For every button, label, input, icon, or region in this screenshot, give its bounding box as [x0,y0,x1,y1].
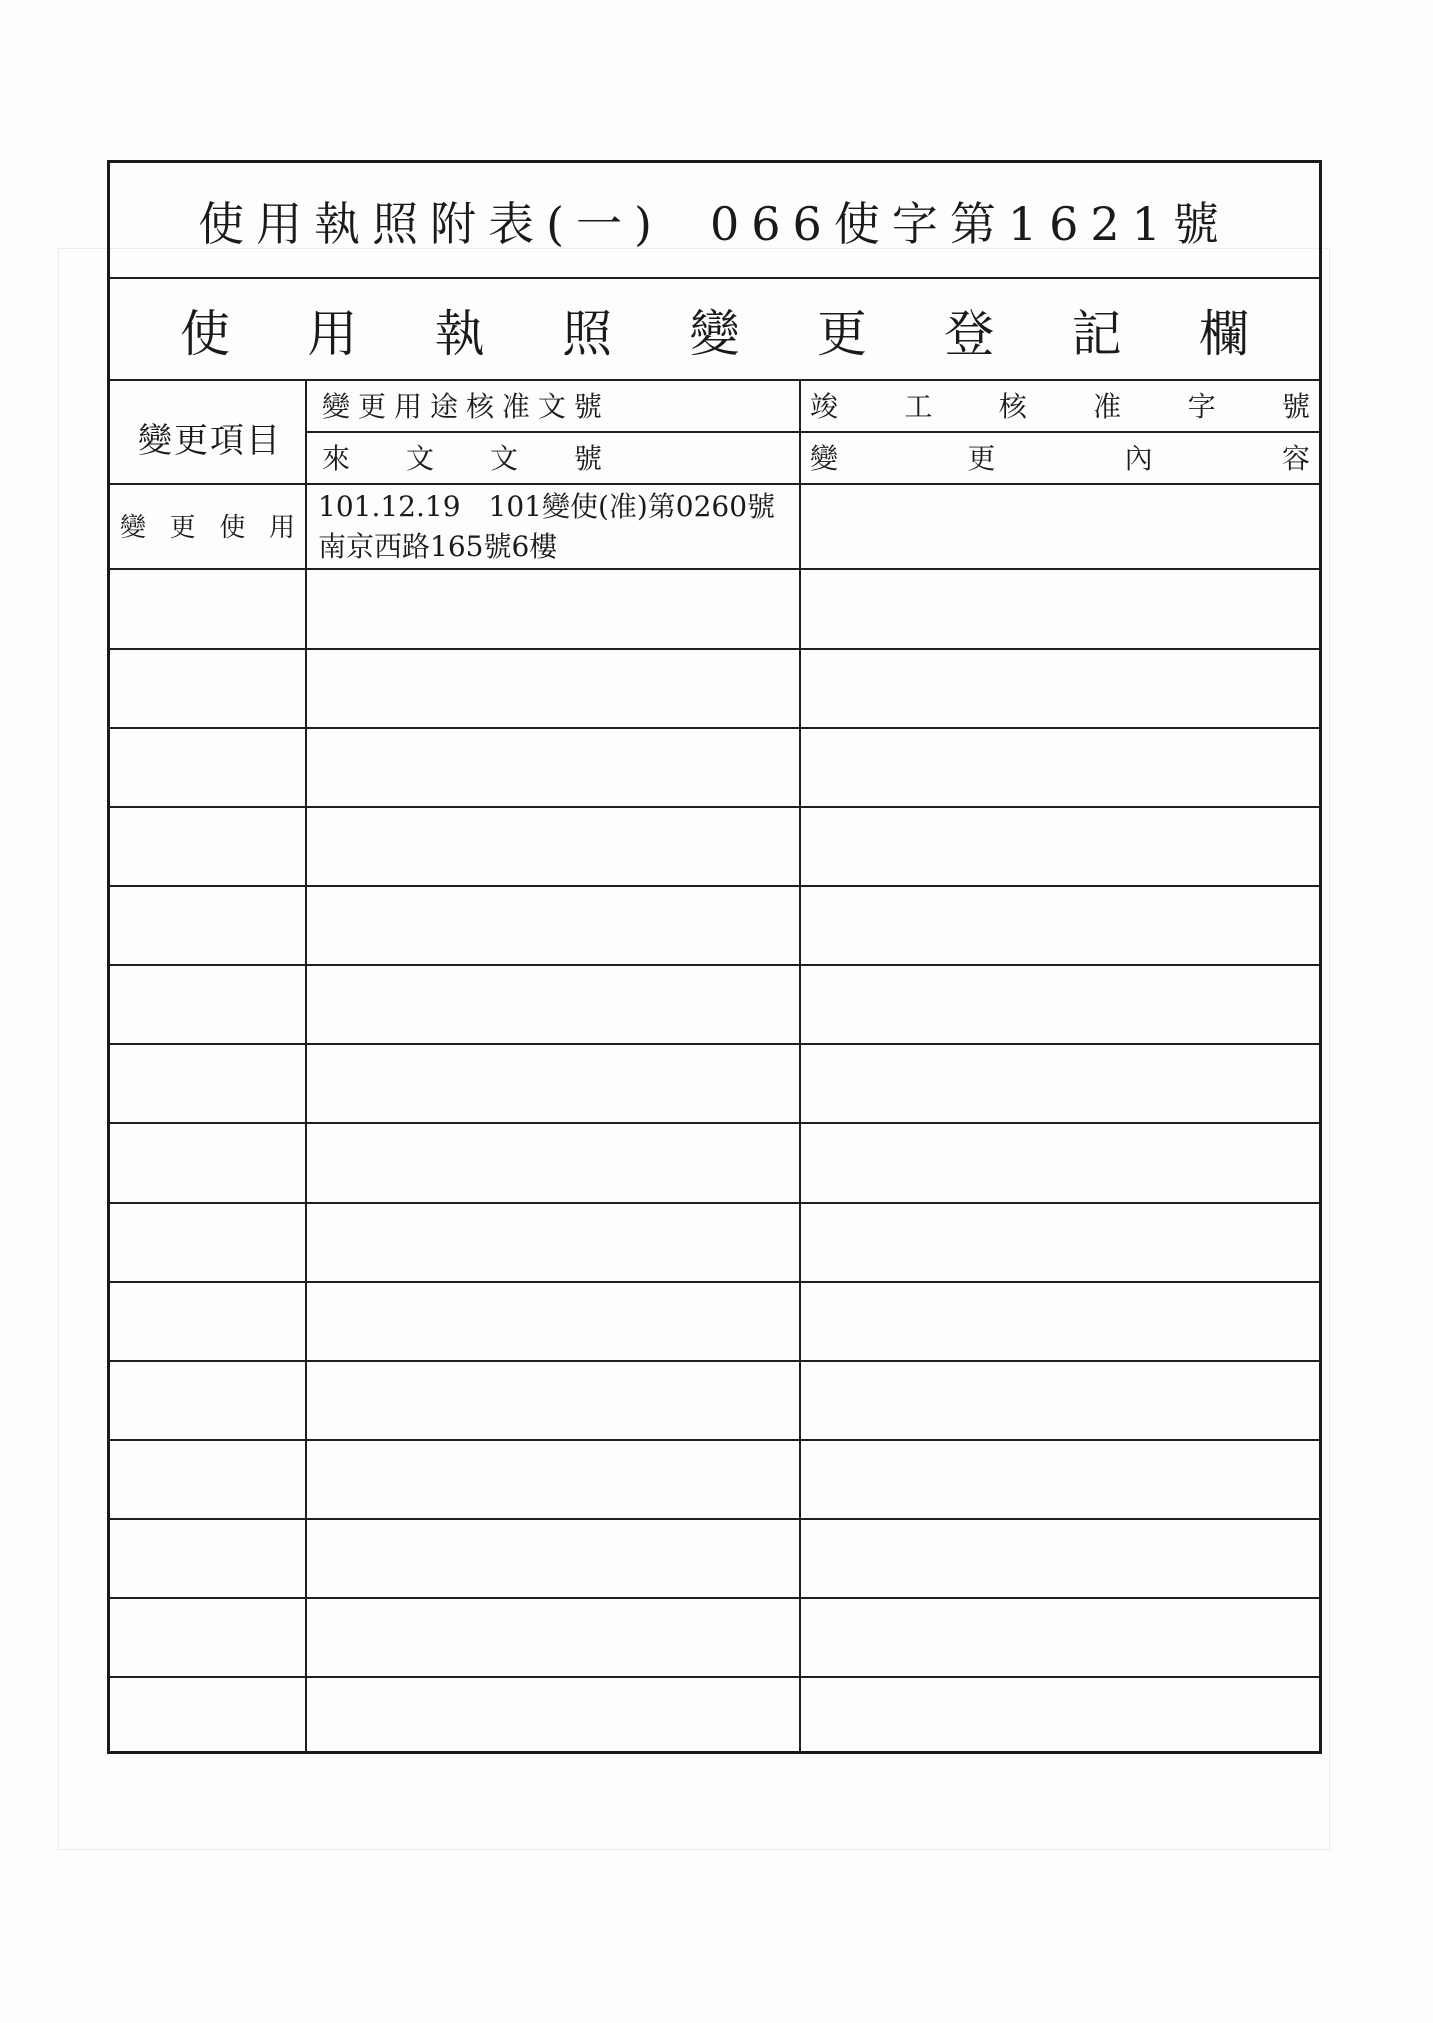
column-divider [799,379,801,1751]
entry-doc-line2: 南京西路165號6樓 [318,530,558,563]
subtitle-char: 記 [1071,305,1122,363]
subtitle-char: 更 [816,305,867,363]
header-char: 號 [1281,390,1310,423]
title-prefix: 使用執照附表(一) [198,196,665,251]
header-char: 文 [489,442,518,475]
completion-approval-number-header [810,381,1310,429]
header-char: 更 [967,442,996,475]
form-subtitle [180,281,1249,379]
header-char: 文 [537,390,566,423]
item-char: 變 [120,512,147,543]
header-char: 核 [998,390,1027,423]
header-char: 准 [1093,390,1122,423]
header-char: 來 [322,442,351,475]
entry-doc-line1: 101.12.19 101變使(准)第0260號 [318,490,776,523]
subtitle-char: 用 [307,305,358,363]
subtitle-char: 登 [944,305,995,363]
header-char: 准 [501,390,530,423]
row-divider [110,1676,1319,1678]
entry-doc-number [318,487,798,567]
subtitle-char: 照 [562,305,613,363]
header-char: 更 [357,390,386,423]
header-char: 容 [1281,442,1310,475]
divider [110,277,1319,279]
header-char: 途 [429,390,458,423]
header-char: 變 [322,390,351,423]
row-divider [110,1043,1319,1045]
row-divider [110,1597,1319,1599]
row-divider [110,727,1319,729]
subtitle-char: 變 [689,305,740,363]
row-divider [110,1439,1319,1441]
row-divider [110,1122,1319,1124]
header-char: 用 [393,390,422,423]
subtitle-char: 執 [434,305,485,363]
header-char: 竣 [810,390,839,423]
item-char: 更 [169,512,196,543]
subtitle-char: 欄 [1199,305,1249,363]
incoming-doc-number-header [322,433,602,481]
row-divider [110,1518,1319,1520]
row-divider [110,1281,1319,1283]
row-divider [110,964,1319,966]
header-char: 號 [573,442,602,475]
header-char: 文 [405,442,434,475]
header-char: 工 [904,390,933,423]
header-char: 內 [1124,442,1153,475]
column-divider [305,379,307,1751]
approval-doc-number-header [322,381,602,429]
row-divider [110,1202,1319,1204]
row-divider [110,648,1319,650]
header-char: 字 [1187,390,1216,423]
item-char: 使 [219,512,246,543]
row-divider [110,1360,1319,1362]
header-char: 核 [465,390,494,423]
row-divider [110,806,1319,808]
subtitle-char: 使 [180,305,230,363]
change-content-header [810,433,1310,481]
entry-change-item [120,485,295,565]
form-title [110,163,1319,278]
row-divider [110,568,1319,570]
row-divider [110,885,1319,887]
header-char: 號 [573,390,602,423]
change-item-header: 變更項目 [138,421,282,461]
header-char: 變 [810,442,839,475]
item-char: 用 [268,512,295,543]
title-license-number: 066使字第1621號 [710,196,1231,251]
usage-license-change-form [107,160,1322,1754]
